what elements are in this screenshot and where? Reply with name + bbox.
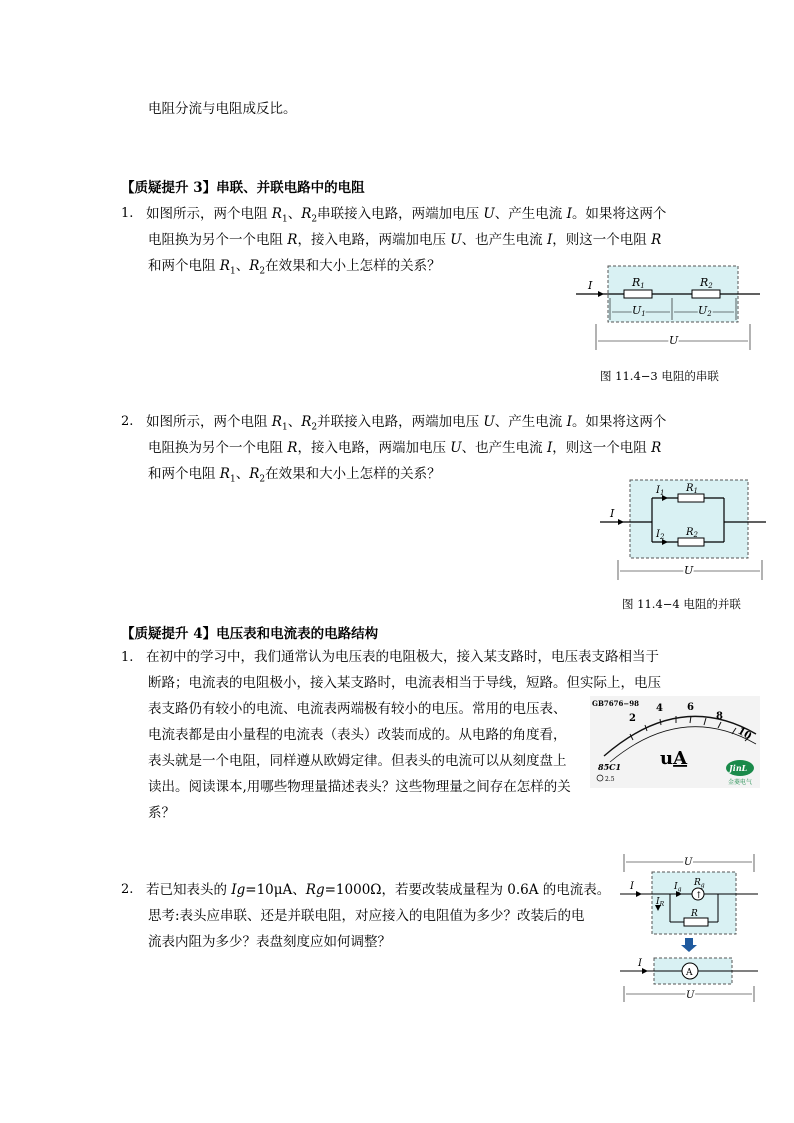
tick-label-2: 2 <box>629 713 636 724</box>
label-r2: $R_2$ <box>686 527 698 539</box>
label-u: U <box>684 564 694 577</box>
s3-q2-line2: 电阻换为另个一个电阻 R，接入电路，两端加电压 U、也产生电流 I，则这一个电阻 R <box>148 440 662 456</box>
s4-q2-line1: 若已知表头的 Ig=10μA、Rg=1000Ω，若要改装成量程为 0.6A 的电流表。 <box>146 882 611 898</box>
label-i: I <box>630 881 634 892</box>
down-arrow-icon <box>685 938 693 946</box>
resistor-r1 <box>678 494 704 502</box>
series-circuit-figure <box>574 264 764 352</box>
current-arrow-icon <box>598 291 604 297</box>
s4-q1-line1: 在初中的学习中，我们通常认为电压表的电阻极大，接入某支路时，电压表支路相当于 <box>146 649 659 665</box>
s3-q1-line2: 电阻换为另个一个电阻 R，接入电路，两端加电压 U、也产生电流 I，则这一个电阻 R <box>148 232 662 248</box>
label-u-bottom: U <box>686 990 695 1001</box>
intro-line: 电阻分流与电阻成反比。 <box>148 101 297 117</box>
tick-label-10: 10 <box>735 725 754 743</box>
current-arrow-icon <box>618 519 624 525</box>
tick-label-4: 4 <box>656 703 663 714</box>
current-arrow-icon <box>636 891 642 897</box>
s3-q1-number: 1. <box>121 206 134 221</box>
s4-q1-line5: 表头就是一个电阻，同样遵从欧姆定律。但表头的电流可以从刻度盘上 <box>148 753 567 769</box>
galvanometer-needle: ↑ <box>695 891 703 901</box>
label-i: I <box>588 279 593 292</box>
s3-q1-line1: 如图所示，两个电阻 $R_1$、$R_2$串联接入电路，两端加电压 U、产生电流 I。如果将这两个 <box>146 206 667 225</box>
tick-label-6: 6 <box>687 702 694 713</box>
label-r2: R2 <box>700 276 713 290</box>
label-u-top: U <box>684 857 693 868</box>
label-r: R <box>691 909 698 919</box>
parallel-circuit-figure <box>598 476 770 582</box>
s4-q2-line2: 思考:表头应串联、还是并联电阻，对应接入的电阻值为多少？改装后的电 <box>148 908 585 924</box>
section3-heading: 【质疑提升 3】串联、并联电路中的电阻 <box>121 180 365 196</box>
ammeter-dial-photo <box>590 696 760 788</box>
meter-class: 2.5 <box>605 776 615 783</box>
s4-q2-line3: 流表内阻为多少？表盘刻度应如何调整？ <box>148 934 391 950</box>
ammeter-label: A <box>686 968 693 978</box>
resistor-r1 <box>624 290 652 298</box>
label-u1: U1 <box>632 304 646 318</box>
shunt-resistor <box>684 918 708 926</box>
resistor-r2 <box>692 290 720 298</box>
meter-model: GB7676−98 <box>592 699 639 708</box>
s4-q1-line4: 电流表都是由小量程的电流表（表头）改装而成的。从电路的角度看， <box>148 727 567 743</box>
s3-q1-line3: 和两个电阻 $R_1$、$R_2$在效果和大小上怎样的关系？ <box>148 258 441 277</box>
s3-q2-number: 2. <box>121 414 134 429</box>
ammeter-conversion-figure <box>618 852 760 1004</box>
logo-subtext: 金菱电气 <box>728 779 753 786</box>
label-ig: $I_g$ <box>674 882 682 893</box>
s4-q2-number: 2. <box>121 882 134 897</box>
s4-q1-line6: 读出。阅读课本,用哪些物理量描述表头？这些物理量之间存在怎样的关 <box>148 779 571 795</box>
label-i1: $I_1$ <box>656 485 665 497</box>
label-i2: $I_2$ <box>656 529 665 541</box>
s3-q2-line1: 如图所示，两个电阻 $R_1$、$R_2$并联接入电路，两端加电压 U、产生电流 I。如果将这两个 <box>146 414 667 433</box>
tick-label-8: 8 <box>716 711 723 722</box>
s4-q1-line2: 断路；电流表的电阻极小，接入某支路时，电流表相当于导线，短路。但实际上，电压 <box>148 675 661 691</box>
label-i-2: I <box>638 958 642 969</box>
meter-brand: 85C1 <box>598 762 622 772</box>
resistor-r2 <box>678 538 704 546</box>
figure-caption-series: 图 11.4−3 电阻的串联 <box>600 369 719 383</box>
label-rg: $R_g$ <box>694 878 705 889</box>
label-u2: U2 <box>698 304 712 318</box>
logo-text: JinL <box>729 763 748 773</box>
s4-q1-line7: 系？ <box>148 805 175 821</box>
label-r1: $R_1$ <box>686 483 698 495</box>
section4-heading: 【质疑提升 4】电压表和电流表的电路结构 <box>121 626 379 642</box>
current-arrow-icon-2 <box>642 968 648 974</box>
s3-q2-line3: 和两个电阻 $R_1$、$R_2$在效果和大小上怎样的关系？ <box>148 466 441 485</box>
label-u: U <box>669 334 679 347</box>
unit-ua: uA <box>660 748 688 769</box>
figure-caption-parallel: 图 11.4−4 电阻的并联 <box>622 597 741 611</box>
label-r1: R1 <box>632 276 645 290</box>
label-i: I <box>610 507 615 520</box>
s4-q1-number: 1. <box>121 650 134 665</box>
s4-q1-line3: 表支路仍有较小的电流、电流表两端极有较小的电压。常用的电压表、 <box>148 701 567 717</box>
label-ir: $I_R$ <box>656 897 665 908</box>
